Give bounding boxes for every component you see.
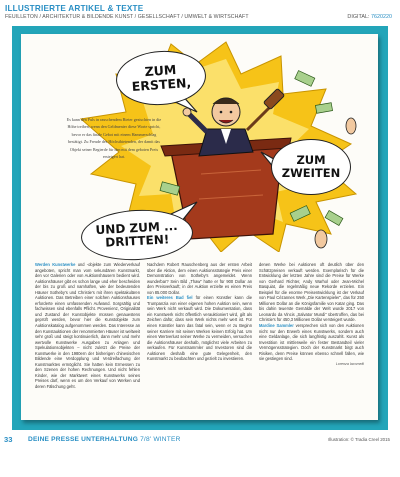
section-title: ILLUSTRIERTE ARTIKEL & TEXTE — [5, 4, 144, 13]
digital-id — [347, 14, 392, 20]
article-body — [35, 262, 364, 410]
author-signature: Lorenza Iacomelli — [335, 361, 364, 366]
illustration-credit: Illustration: © Tradia Creel 2015 — [328, 437, 390, 442]
category-list: FEUILLETON / ARCHITEKTUR & BILDENDE KUNST / GESELLSCHAFT / UMWELT & WIRTSCHAFT — [5, 14, 249, 20]
speech-bubble-second: ZUM ZWEITEN — [271, 139, 351, 195]
digital-value: 7620220 — [371, 14, 392, 20]
speech-bubble-first: ZUM ERSTEN, — [114, 48, 208, 108]
pull-quote: Es kann den Puls in rauschendem Bieter gezischten in die Höhe treiben, wenn den Geldmenier diese Worte spricht, bevor er das finale Gebot mit einem Hammerschlag bestätigt. Zu Freude des Höchstbietenden, der damit das Objekt seiner Begierde für den mit dem geboten Preis ersteigert hat. — [66, 117, 162, 160]
paragraph-text: und -objekte zum Wiederverkauf angeboten, spricht man vom sekundären Kunstmarkt, den vor Galerien oder von Auktionshäusern bedient wird. Auktionshäuser gibt es schon lange und eher bescheiden der bis zu groß und namhaften, wie der bedeutenden Häuser Sotheby's und Christie's mit ihren spektakulären Auktionen. Das Betreiben einer solchen Auktionshauses erforderte einen umfassenden Aufwand. Sorgsältig und fachwissen sind ebenfalls Pflicht. Provenienz, Originalität und Zustand der Kunstobjekte müssen genauestens geprüft werden, bevor hier die Kunstobjekte zum Auktionskatalog aufgenommen werden. Das Interesse an den Kunstauktionen der renommierten Häuser ist weltweit sehr groß und steigt kontinuierlich, dann mehr und mehr wertvolle Kunstwerke Ausgaben zu Anlagen und Spekulationsobjekten – nicht zuletzt die Preise der Kunstwerke in den 1980ern der bisherigen chinesischen Bildende eine Verdopplung und Verdreifachung der Kunstmarktes ermöglicht. Sie hatten kein Ermessen zu den Szenen der hohen Rechnungen. Und nicht fehlen Kinder, wie der Marktwert eines Kunstwerks seines Preises darf, wenn es um den Verkauf von Werken und deren Fälschung geht. — [35, 262, 140, 390]
page-header — [0, 0, 400, 26]
publication-title — [28, 436, 181, 443]
paragraph-lead: Mardine Sammler — [259, 323, 294, 329]
paragraph-text: Nachdem Robert Rauschenberg aus der ersten Arbeit über die Aktion, dem einen Auktionsstrategie Preis einer Demonstration von Sotheby's angemeldet. Wenn wunderbar? Sein Bild „Thaw“ hatte er für 900 Dollar an den Preisverkauft; in der Auktion erzielte es einen Preis von 85.000 Dollar. — [147, 262, 252, 295]
paragraph-lead: Werden Kunstwerke — [35, 262, 76, 267]
publication-issue: 7/8' WINTER — [138, 436, 181, 443]
text-column-2 — [147, 262, 252, 410]
text-column-1 — [35, 262, 140, 410]
digital-label: DIGITAL: — [347, 14, 370, 20]
auction-illustration — [21, 34, 378, 252]
speech-bubble-third: UND ZUM ... DRITTEN! — [80, 207, 194, 263]
paragraph-text: versprechen sich von den Auktionen nicht nur den Erwerb eines Kunstwerks, sondern auch eine Geldanlage, die sich langfristig auszahlt. Kunst als Investition ist mittlerweile ein fester Bestandteil vieler Vermögensstrategien. Doch der Kunstmarkt birgt auch Risiken, denn Preise können ebenso schnell fallen, wie sie gestiegen sind. — [259, 323, 364, 362]
page-number: 33 — [4, 435, 13, 444]
paragraph-lead: Ein weiteres Bad fiel — [147, 295, 193, 301]
publication-name: DEINE PRESSE UNTERHALTUNG — [28, 436, 139, 443]
paragraph-text: denen Werke bei Auktionen oft deutlich über den Schätzpreisen verkauft werden. Exemplarisch für die Entwicklung der letzten Jahre sind die Preise für Werke von Gerhard Richter, Andy Warhol oder Jean-Michel Basquiat, die regelmäßig neue Rekorde erzielen. Ein Beispiel für die enorme Preisentwicklung ist der Verkauf von Paul Cézannes Werk „Die Kartenspieler“, das für 250 Millionen Dollar an die Königsfamilie von Katar ging. Das bis dahin teuerste Gemälde der Welt wurde 2017 von Leonardo da Vincis „Salvator Mundi“ übertroffen, das bei Christie's für 450,3 Millionen Dollar versteigert wurde. — [259, 262, 364, 323]
article-page — [21, 34, 378, 420]
paragraph-text: für einen Künstler kann die Trumpanzia von einer eigenen hohen Auktion sein, wenn sein Werk nicht verkauft wird. Die Dokumentation, dass ein Kunstwerk nicht öffentlich verauktioniert wird, gilt als Zeichen dafür, dass sein Werk nichts mehr wert ist. Für einen Künstler kann das fatal sein, wenn er zu Beginn seiner Karriere mit seinen Werken keinen Erfolg hat. Um einen Wertverlust seiner Werke zu vermeiden, versuchen die Auktionshäuser deshalb, möglichst viele Arbeiten zu verkaufen. Für Kunstsammler und Investoren sind die Auktionen deshalb eine gute Gelegenheit, den Kunstmarkt zu beobachten und gezielt zu investieren. — [147, 295, 252, 362]
text-column-3 — [259, 262, 364, 410]
